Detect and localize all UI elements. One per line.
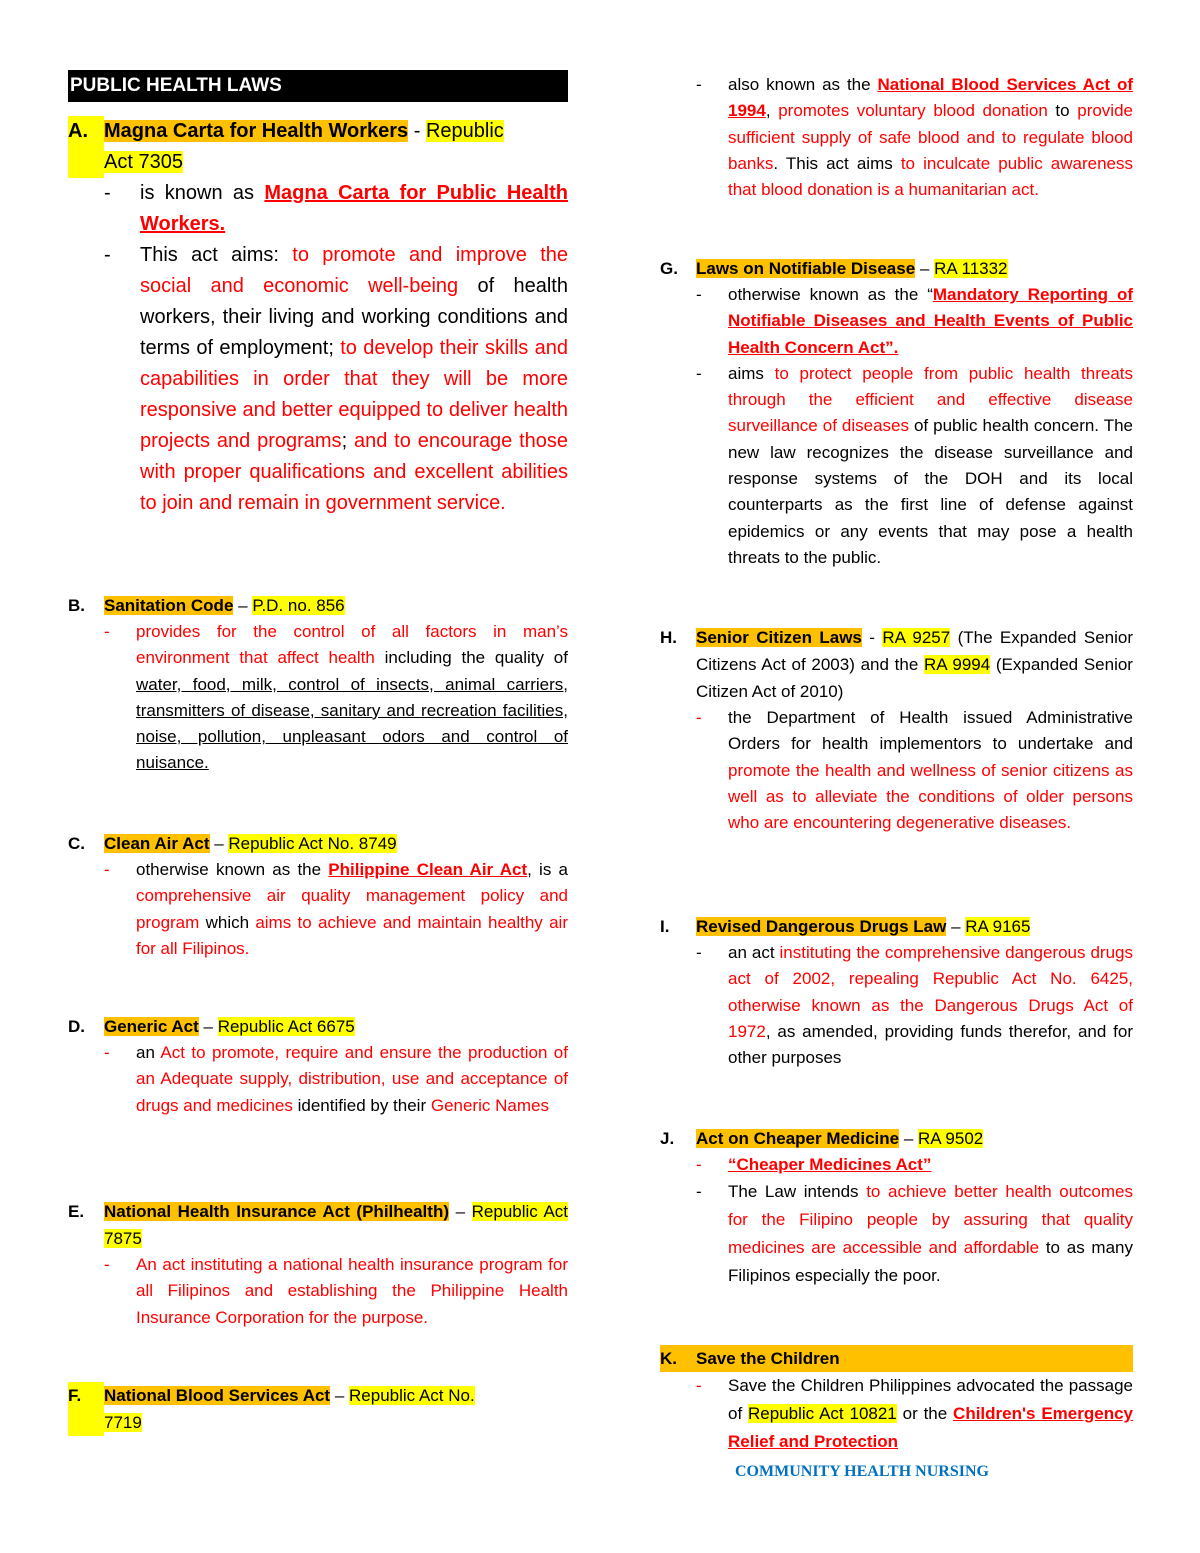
emphasis-text: National Blood Services Act of 1994	[728, 75, 1133, 121]
law-name: Clean Air Act	[104, 834, 210, 853]
law-reference: Republic Act 7875	[104, 1202, 569, 1248]
bullet-text: an act	[728, 943, 780, 962]
law-reference-cont: 7719	[104, 1413, 142, 1432]
bullet-text: or the	[896, 1404, 954, 1423]
emphasis-text: “Cheaper Medicines Act”	[728, 1155, 932, 1174]
separator: –	[330, 1386, 350, 1405]
bullet-dash: -	[696, 943, 702, 962]
emphasis-text: promote the health and wellness of senior citizens as well as to alleviate the conditions of older persons who are encountering degenerative diseases.	[728, 760, 1133, 833]
emphasis-text: Philippine Clean Air Act	[328, 860, 528, 879]
law-reference: RA 9502	[918, 1129, 984, 1148]
law-reference: RA 9994	[923, 655, 991, 674]
bullet	[68, 178, 568, 240]
section-c	[68, 830, 568, 962]
underlined-text: water, food, milk, control of insects, animal carriers, transmitters of disease, sanitary and recreation facilities, noise, pollution, unpleasant odors and control of nuisance.	[136, 674, 568, 773]
emphasis-text: An act instituting a national health insurance program for all Filipinos and establishing the Philippine Health Insurance Corporation for the purpose.	[136, 1255, 568, 1327]
section-letter: E.	[68, 1202, 85, 1221]
bullet	[660, 940, 1133, 1071]
section-heading	[68, 116, 568, 178]
bullet	[660, 705, 1133, 836]
emphasis-text: to develop their skills and capabilities in order that they will be more responsive and better equipped to deliver health projects and programs	[140, 337, 568, 452]
law-name: Generic Act	[104, 1017, 199, 1036]
emphasis-text: and to encourage those with proper qualifications and excellent abilities to join and remain in government service.	[140, 430, 568, 514]
law-reference: Republic Act 10821	[748, 1404, 897, 1423]
emphasis-text: provides for the control of all factors in man’s environment that affect health	[136, 622, 568, 668]
law-reference: Republic Act No. 8749	[228, 834, 397, 853]
bullet-text: ;	[341, 430, 354, 452]
bullet-dash: -	[104, 860, 110, 879]
bullet-text: of public health concern. The new law recognizes the disease surveillance and response systems of the DOH and its local counterparts as the first line of defense against epidemics or any events that may pose a health threats to the public.	[728, 416, 1134, 567]
separator: –	[946, 917, 966, 936]
law-name: Save the Children	[696, 1349, 840, 1368]
bullet	[68, 857, 568, 962]
bullet-dash: -	[104, 622, 110, 641]
bullet-text: identified by their	[292, 1095, 431, 1115]
bullet-dash: -	[696, 363, 702, 383]
bullet-dash: -	[104, 1043, 110, 1062]
bullet-dash: -	[696, 1155, 702, 1174]
emphasis-text: Children's Emergency Relief and Protection	[728, 1404, 1133, 1451]
section-heading	[660, 1125, 1133, 1152]
emphasis-text: aims to achieve and maintain healthy air for all Filipinos.	[136, 912, 568, 958]
emphasis-text: Mandatory Reporting of Notifiable Diseases and Health Events of Public Health Concern Act”.	[728, 285, 1134, 357]
bullet-text: the Department of Health issued Administrative Orders for health implementors to undertake and	[728, 708, 1133, 754]
law-reference: RA 9257	[882, 628, 951, 647]
section-letter: D.	[68, 1017, 85, 1036]
section-letter: B.	[68, 596, 85, 615]
bullet-text: including the quality of	[374, 648, 568, 668]
section-letter: J.	[660, 1129, 675, 1148]
page-footer: COMMUNITY HEALTH NURSING	[735, 1463, 989, 1480]
separator: -	[408, 120, 426, 142]
bullet-dash: -	[104, 1255, 110, 1274]
bullet-text: , is a	[527, 860, 568, 879]
law-name: Laws on Notifiable Disease	[696, 259, 916, 278]
section-letter: H.	[660, 628, 677, 647]
section-letter: F.	[68, 1382, 104, 1436]
bullet-text: also known as the	[728, 75, 878, 94]
section-heading	[660, 913, 1133, 940]
separator: –	[915, 259, 935, 278]
bullet-text: is known as	[140, 182, 265, 204]
separator: –	[198, 1017, 218, 1036]
bullet	[660, 361, 1133, 571]
law-reference-cont: Act 7305	[104, 151, 183, 173]
law-reference: Republic	[425, 120, 504, 142]
bullet	[660, 282, 1133, 361]
bullet-text: otherwise known as the “	[728, 285, 933, 304]
emphasis-text: comprehensive air quality management policy and program	[136, 886, 568, 932]
bullet-text: which	[199, 912, 256, 932]
section-g	[660, 255, 1133, 571]
section-letter: I.	[660, 917, 670, 936]
page-title: PUBLIC HEALTH LAWS	[68, 70, 568, 102]
heading-text: (Expanded Senior Citizen Act of 2010)	[696, 655, 1133, 701]
bullet-text: This act aims:	[140, 244, 293, 266]
section-f	[68, 1382, 568, 1436]
bullet-dash: -	[104, 244, 111, 266]
emphasis-text: provide sufficient supply of safe blood and to regulate blood banks	[728, 101, 1133, 173]
section-heading	[68, 592, 568, 619]
emphasis-text: Magna Carta for Public Health Workers.	[140, 182, 568, 235]
bullet-text: of health workers, their living and working conditions and terms of employment;	[140, 275, 568, 359]
bullet	[68, 240, 568, 519]
bullet-dash: -	[696, 708, 702, 727]
law-name: Act on Cheaper Medicine	[696, 1129, 900, 1148]
bullet	[68, 619, 568, 777]
bullet	[660, 1152, 1133, 1178]
section-heading	[660, 255, 1133, 282]
bullet-text: The Law intends	[728, 1182, 867, 1202]
section-e	[68, 1198, 568, 1331]
law-name: Sanitation Code	[104, 596, 234, 615]
law-reference: Republic Act No.	[349, 1386, 475, 1405]
law-name: Senior Citizen Laws	[696, 628, 862, 647]
section-letter: G.	[660, 259, 678, 278]
emphasis-text: to inculcate public awareness that blood donation is a humanitarian act.	[728, 153, 1133, 200]
law-name: Revised Dangerous Drugs Law	[696, 917, 947, 936]
bullet	[68, 1040, 568, 1119]
section-h	[660, 624, 1133, 836]
section-a	[68, 116, 568, 519]
section-letter: A.	[68, 116, 104, 178]
section-j	[660, 1125, 1133, 1290]
section-f-cont	[660, 72, 1133, 203]
separator: -	[861, 628, 883, 647]
section-heading	[660, 624, 1133, 705]
section-heading	[68, 830, 568, 857]
separator: –	[209, 834, 229, 853]
section-heading	[68, 1382, 568, 1436]
section-heading	[68, 1013, 568, 1040]
bullet-text: to as many Filipinos especially the poor.	[728, 1238, 1133, 1286]
bullet-text: aims	[728, 363, 775, 383]
section-heading	[68, 1198, 568, 1252]
bullet-dash: -	[696, 1376, 702, 1395]
section-letter: K.	[660, 1349, 677, 1368]
emphasis-text: promotes voluntary blood donation	[778, 101, 1048, 121]
bullet-dash: -	[104, 182, 111, 204]
emphasis-text: to achieve better health outcomes for the Filipino people by assuring that quality medicines are accessible and affordable	[728, 1182, 1133, 1258]
section-d	[68, 1013, 568, 1119]
law-reference: P.D. no. 856	[252, 596, 345, 615]
bullet-text: , as amended, providing funds therefor, and for other purposes	[728, 1021, 1133, 1068]
bullet-text: an	[136, 1043, 161, 1062]
section-heading	[660, 1345, 1133, 1372]
bullet	[660, 72, 1133, 203]
bullet-text: otherwise known as the	[136, 860, 329, 879]
law-name: National Health Insurance Act (Philhealth)	[104, 1202, 449, 1221]
heading-text: (The Expanded Senior Citizens Act of 2003) and the	[696, 628, 1133, 674]
separator: –	[449, 1202, 472, 1221]
bullet	[660, 1178, 1133, 1290]
bullet-dash: -	[696, 285, 702, 304]
section-b	[68, 592, 568, 777]
law-reference: RA 11332	[934, 259, 1008, 278]
emphasis-text: to protect people from public health threats through the efficient and effective disease surveillance of diseases	[728, 363, 1133, 436]
law-reference: Republic Act 6675	[217, 1017, 355, 1036]
section-i	[660, 913, 1133, 1071]
bullet	[68, 1252, 568, 1331]
emphasis-text: to promote and improve the social and economic well-being	[140, 244, 568, 297]
law-reference: RA 9165	[965, 917, 1031, 936]
bullet-text: Save the Children Philippines advocated the passage of	[728, 1376, 1133, 1423]
section-k	[660, 1345, 1133, 1456]
separator: –	[233, 596, 253, 615]
separator: –	[899, 1129, 919, 1148]
emphasis-text: Act to promote, require and ensure the production of an Adequate supply, distribution, use and acceptance of drugs and medicines	[136, 1043, 568, 1115]
bullet	[660, 1372, 1133, 1456]
emphasis-text: Generic Names	[430, 1095, 549, 1115]
bullet-dash: -	[696, 1182, 702, 1202]
law-name: National Blood Services Act	[104, 1386, 331, 1405]
bullet-dash: -	[696, 75, 702, 94]
bullet-text: ,	[765, 101, 779, 121]
bullet-text: to	[1047, 101, 1078, 121]
bullet-text: . This act aims	[773, 153, 901, 173]
section-letter: C.	[68, 834, 85, 853]
emphasis-text: instituting the comprehensive dangerous drugs act of 2002, repealing Republic Act No. 6425, otherwise known as the Dangerous Drugs Act of 1972	[728, 943, 1133, 1041]
law-name: Magna Carta for Health Workers	[104, 120, 409, 142]
